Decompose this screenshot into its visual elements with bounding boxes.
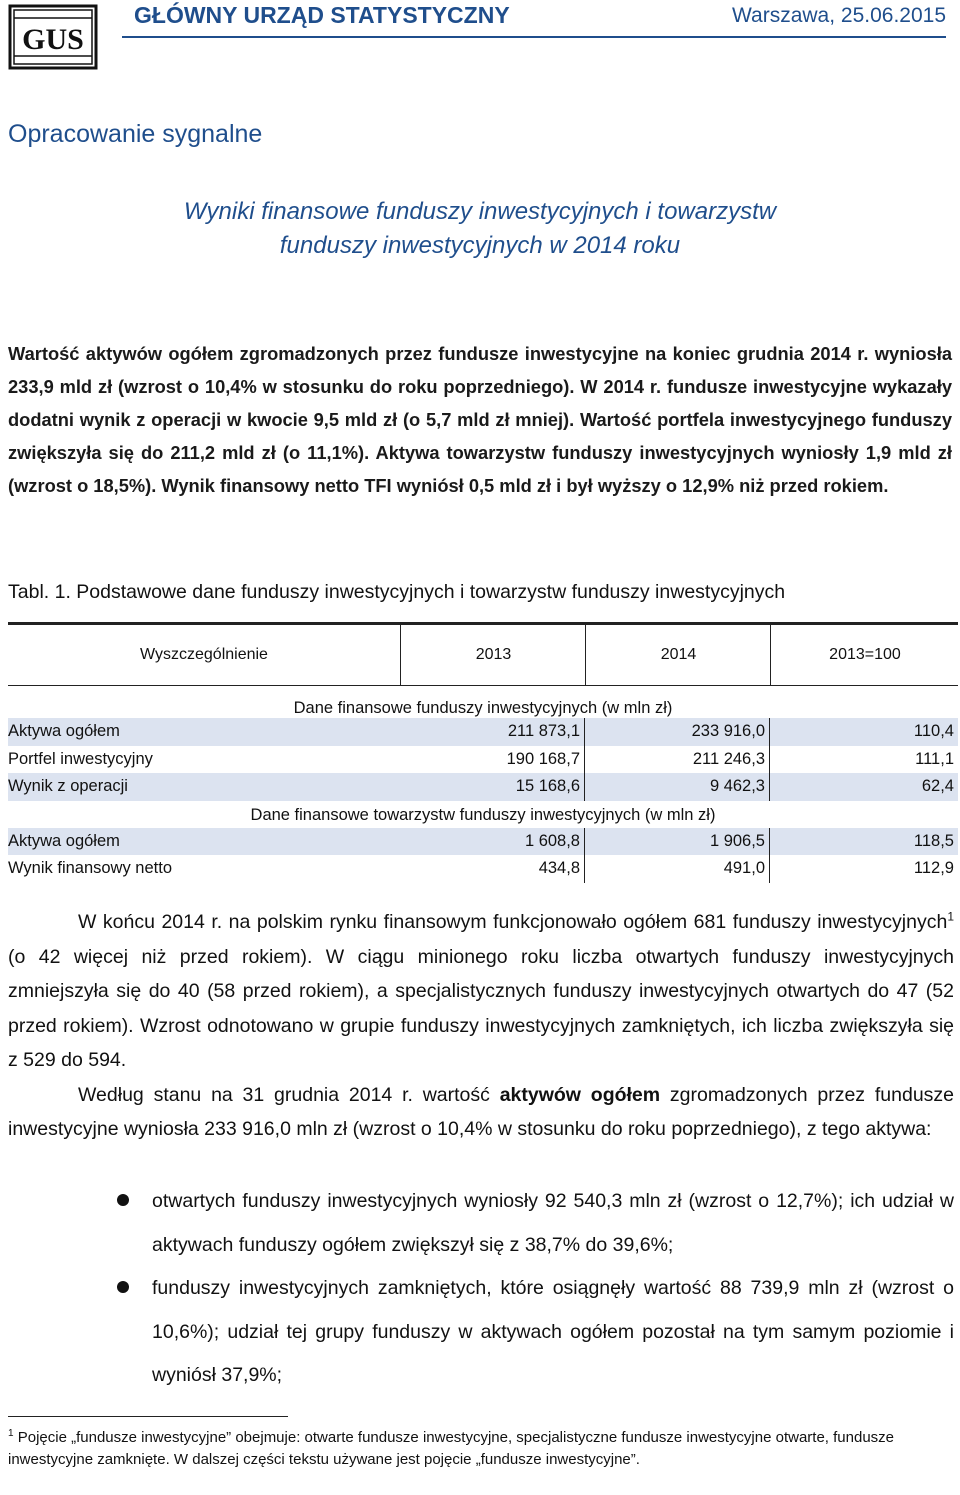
table-section-heading: Dane finansowe funduszy inwestycyjnych (w mln zł): [293, 699, 673, 717]
table-row: [8, 773, 958, 801]
document-type: Opracowanie sygnalne: [8, 120, 263, 148]
document-date: Warszawa, 25.06.2015: [731, 4, 946, 27]
cell-2013: 15 168,6: [400, 773, 585, 801]
paragraph: [8, 905, 954, 1078]
table-row: [8, 855, 958, 883]
header-cell-2013: 2013: [400, 625, 586, 685]
table-caption: Tabl. 1. Podstawowe dane funduszy inwestycyjnych i towarzystw funduszy inwestycyjnych: [8, 581, 786, 603]
list-item: [8, 1180, 954, 1267]
title-line-1: Wyniki finansowe funduszy inwestycyjnych i towarzystw: [183, 198, 777, 225]
paragraph: [8, 1078, 954, 1147]
title-line-2: funduszy inwestycyjnych w 2014 roku: [279, 232, 681, 259]
bullet-list: [8, 1180, 954, 1398]
table-section-heading: Dane finansowe towarzystw funduszy inwestycyjnych (w mln zł): [250, 805, 716, 824]
cell-index: 118,5: [913, 831, 954, 850]
header-cell-index: 2013=100: [770, 625, 959, 685]
row-label: Wynik finansowy netto: [8, 859, 173, 877]
row-label: Portfel inwestycyjny: [8, 749, 153, 768]
cell-index: 111,1: [915, 749, 954, 768]
cell-2013: 1 608,8: [400, 828, 585, 856]
document-title: [0, 195, 960, 263]
cell-index: 62,4: [921, 777, 954, 795]
cell-index: 110,4: [913, 722, 954, 740]
text-run: W końcu 2014 r. na polskim rynku finansowym funkcjonowało ogółem 681 funduszy inwestycyjnych: [78, 911, 948, 933]
bullet-icon: [117, 1281, 129, 1293]
table-row: [8, 718, 958, 746]
footnote-text: Pojęcie „fundusze inwestycyjne” obejmuje: otwarte fundusze inwestycyjne, specjalistyczne fundusze inwestycyjne otwarte, fundusze inwestycyjne zamknięte. W dalszej części tekstu używane jest pojęcie „fundusze inwestycyjne”.: [8, 1429, 895, 1468]
table-row: [8, 746, 958, 774]
cell-2014: 1 906,5: [585, 828, 770, 856]
footnote-number: 1: [8, 1428, 14, 1439]
cell-2013: 190 168,7: [400, 746, 585, 774]
organization-name: GŁÓWNY URZĄD STATYSTYCZNY: [134, 2, 510, 28]
row-label: Aktywa ogółem: [8, 831, 120, 850]
table-row: [8, 828, 958, 856]
footnote-marker: 1: [947, 909, 954, 924]
cell-2013: 434,8: [400, 855, 585, 883]
list-item-text: otwartych funduszy inwestycyjnych wyniosły 92 540,3 mln zł (wzrost o 12,7%); ich udział w aktywach funduszy ogółem zwiększył się z 38,7% do 39,6%;: [152, 1190, 954, 1256]
table-header-row: [8, 622, 958, 686]
row-label: Wynik z operacji: [8, 777, 128, 795]
list-item-text: funduszy inwestycyjnych zamkniętych, które osiągnęły wartość 88 739,9 mln zł (wzrost o 10,6%); udział tej grupy funduszy w aktywach ogółem pozostał na tym samym poziomie i wyniósł 37,9%;: [152, 1277, 954, 1386]
cell-index: 112,9: [913, 859, 954, 877]
data-table: [8, 622, 958, 883]
cell-2014: 491,0: [585, 855, 770, 883]
text-run: Według stanu na 31 grudnia 2014 r. wartość: [78, 1083, 500, 1106]
cell-2013: 211 873,1: [400, 718, 585, 746]
header-cell-2014: 2014: [585, 625, 771, 685]
row-label: Aktywa ogółem: [8, 722, 120, 740]
body-text: [8, 905, 954, 1147]
text-run: (o 42 więcej niż przed rokiem). W ciągu minionego roku liczba otwartych funduszy inwestycyjnych zmniejszyła się do 40 (58 przed rokiem), a specjalistycznych funduszy inwestycyjnych otwartych do 47 (52 przed rokiem). Wzrost odnotowano w grupie funduszy inwestycyjnych zamkniętych, ich liczba zwiększyła się z 529 do 594.: [8, 945, 954, 1071]
bullet-icon: [117, 1194, 129, 1206]
cell-2014: 211 246,3: [585, 746, 770, 774]
list-item: [8, 1267, 954, 1398]
header-cell-label: Wyszczególnienie: [140, 646, 268, 663]
footnote: [8, 1427, 954, 1470]
bold-term: aktywów ogółem: [499, 1083, 661, 1106]
footnote-divider: [8, 1416, 288, 1417]
cell-2014: 9 462,3: [585, 773, 770, 801]
summary-paragraph: Wartość aktywów ogółem zgromadzonych przez fundusze inwestycyjne na koniec grudnia 2014 r. wyniosła 233,9 mld zł (wzrost o 10,4% w stosunku do roku poprzedniego). W 2014 r. fundusze inwestycyjne wykazały dodatni wynik z operacji w kwocie 9,5 mld zł (o 5,7 mld zł mniej). Wartość portfela inwestycyjnego funduszy zwiększyła się do 211,2 mld zł (o 11,1%). Aktywa towarzystw funduszy inwestycyjnych wyniosły 1,9 mld zł (wzrost o 18,5%). Wynik finansowy netto TFI wyniósł 0,5 mld zł i był wyższy o 12,9% niż przed rokiem.: [8, 343, 952, 496]
cell-2014: 233 916,0: [585, 718, 770, 746]
gus-logo: [8, 4, 118, 74]
header-divider: [122, 36, 946, 38]
text-run: zgromadzonych przez fundusze inwestycyjne wyniosła 233 916,0 mln zł (wzrost o 10,4% w stosunku do roku poprzedniego), z tego aktywa:: [8, 1083, 955, 1140]
svg-text:GUS: GUS: [22, 23, 84, 56]
